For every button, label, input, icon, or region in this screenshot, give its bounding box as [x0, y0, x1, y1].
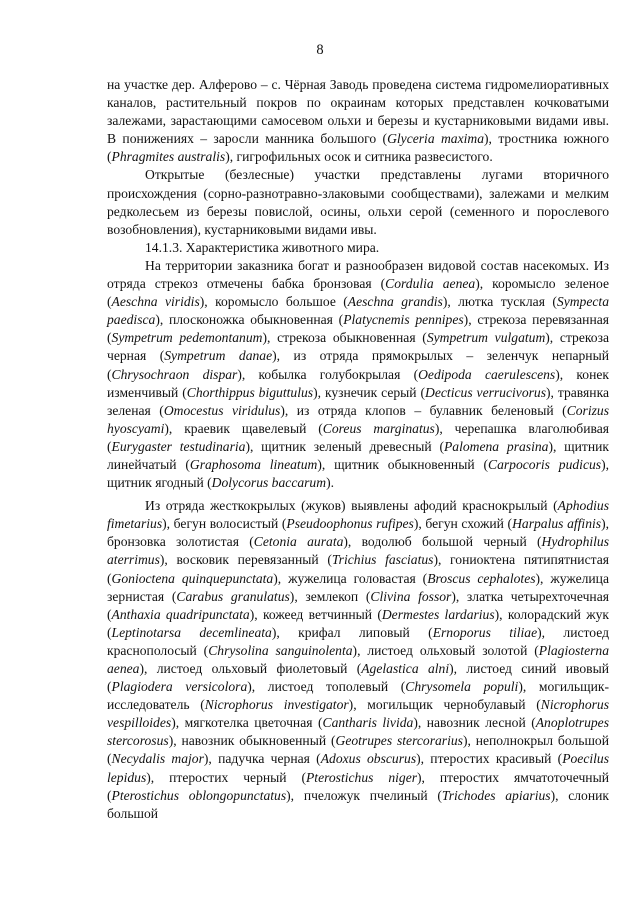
paragraph-open-areas: Открытые (безлесные) участки представлены лугами вторичного происхождения (сорно-разнотравно-злаковыми сообществами), залежами и мелким редколесьем из березы повислой, осины, ольхи серой (семенного и порослевого возобновления), кустарниковыми видами ивы. — [107, 167, 609, 237]
paragraph-insects: На территории заказника богат и разнообразен видовой состав насекомых. Из отряда стрекоз отмечены бабка бронзовая (Cordulia aenea), коромысло зеленое (Aeschna viridis), коромысло большое (Aeschna grandis), лютка тусклая (Sympecta paedisca), плосконожка обыкновенная (Platycnemis pennipes), стрекоза перевязанная (Sympetrum pedemontanum), стрекоза обыкновенная (Sympetrum vulgatum), стрекоза черная (Sympetrum danae), из отряда прямокрылых – зеленчук непарный (Chrysochraon dispar), кобылка голубокрылая (Oedipoda caerulescens), конек изменчивый (Chorthippus biguttulus), кузнечик серый (Decticus verrucivorus), травянка зеленая (Omocestus viridulus), из отряда клопов – булавник беленовый (Corizus hyoscyami), краевик щавелевый (Coreus marginatus), черепашка влаголюбивая (Eurygaster testudinaria), щитник зеленый древесный (Palomena prasina), щитник линейчатый (Graphosoma lineatum), щитник обыкновенный (Carpocoris pudicus), щитник ягодный (Dolycorus baccarum). — [107, 257, 610, 491]
paragraph-reclamation-canals: на участке дер. Алферово – с. Чёрная Заводь проведена система гидромелиоративных каналов, растительный покров по окраинам которых представлен кочковатыми залежами, зарастающими самосевом ольхи и березы и кустарниковыми видами ивы. В понижениях – заросли манника большого (Glyceria maxima), тростника южного (Phragmites australis), гигрофильных осок и ситника развесистого. — [107, 77, 609, 165]
section-heading-fauna: 14.1.3. Характеристика животного мира. — [145, 239, 380, 255]
page-number: 8 — [316, 42, 324, 58]
paragraph-beetles: Из отряда жесткокрылых (жуков) выявлены афодий краснокрылый (Aphodius fimetarius), бегун волосистый (Pseudoophonus rufipes), бегун схожий (Harpalus affinis), бронзовка золотистая (Cetonia aurata), водолюб большой черный (Hydrophilus aterrimus), восковик перевязанный (Trichius fasciatus), гониоктена пятипятнистая (Gonioctena quinquepunctata), жужелица головастая (Broscus cephalotes), жужелица зернистая (Carabus granulatus), землекоп (Clivina fossor), златка четырехточечная (Anthaxia quadripunctata), кожеед ветчинный (Dermestes lardarius), колорадский жук (Leptinotarsa decemlineata), крифал липовый (Ernoporus tiliae), листоед краснополосый (Chrysolina sanguinolenta), листоед ольховый золотой (Plagiosterna aenea), листоед ольховый фиолетовый (Agelastica alni), листоед синий ивовый (Plagiodera versicolora), листоед тополевый (Chrysomela populi), могильщик-исследователь (Nicrophorus investigator), могильщик чернобулавый (Nicrophorus vespilloides), мягкотелка цветочная (Cantharis livida), навозник лесной (Anoplotrupes stercorosus), навозник обыкновенный (Geotrupes stercorarius), неполнокрыл большой (Necydalis major), падучка черная (Adoxus obscurus), птеростих красивый (Poecilus lepidus), птеростих черный (Pterostichus niger), птеростих ямчатоточечный (Pterostichus oblongopunctatus), пчеложук пчелиный (Trichodes apiarius), слоник большой — [107, 498, 610, 821]
document-body — [107, 76, 609, 823]
